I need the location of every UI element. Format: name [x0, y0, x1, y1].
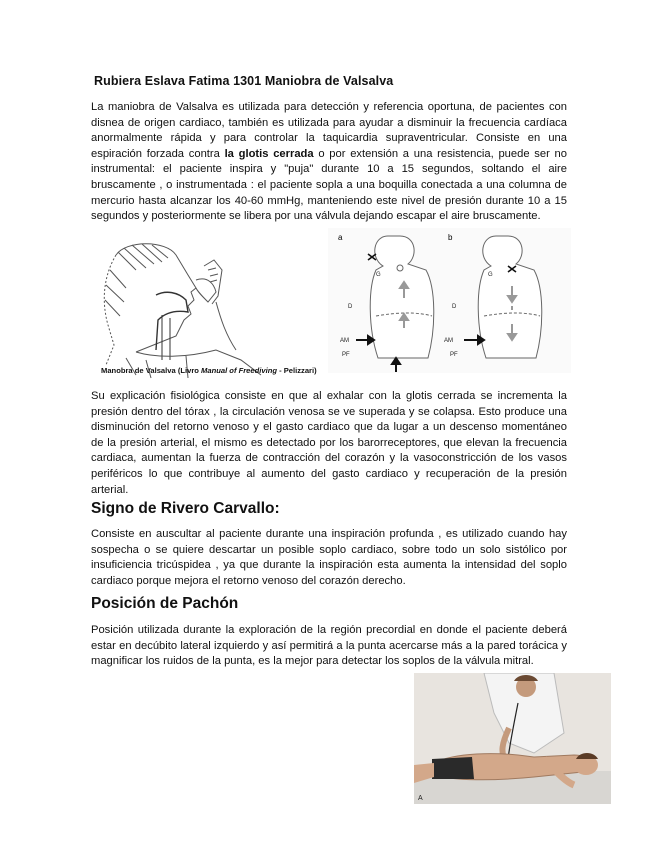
caption-book-title: Manual of Freediving	[201, 366, 277, 375]
diagram-label-d: D	[348, 304, 353, 310]
para1-bold-glotis: la glotis cerrada	[224, 147, 314, 160]
para1-text-b: o por extensión a una resistencia, puede ser no instrumental: el paciente inspira y "puja" durante 10 a 15 segundos, soltando el aire bruscamente , o instrumentada : el paciente sopla a una boquilla conectada a una columna de mercurio hasta alcanzar los 40-60 mmHg, manteniendo este nivel de presión durante 10 a 15 segundos y posteriormente se libera por una válvula dejando escapar el aire bruscamente.	[91, 147, 567, 223]
valsalva-pressure-diagram	[328, 228, 571, 373]
paragraph-valsalva-physiology: Su explicación fisiológica consiste en que al exhalar con la glotis cerrada se incrementa la presión dentro del tórax , la circulación venosa se ve superada y se colapsa. Esto produce una disminución del retorno venoso y el gasto cardiaco que da lugar a un descenso momentáneo de la presión arterial, el mismo es detectado por los barorreceptores, que elevan la frecuencia cardiaca, aumentan la fuerza de contracción del corazón y la vasoconstricción de los vasos periféricos lo que contribuye al aumento del gasto cardiaco y recuperación de la presión arterial.	[91, 390, 567, 496]
diagram-label-g-b: G	[488, 272, 493, 278]
diagram-label-pf: PF	[342, 352, 350, 358]
paragraph-rivero-carvallo: Consiste en auscultar al paciente durante una inspiración profunda , es utilizado cuando hay sospecha o se quiere descartar un posible soplo cardiaco, sobre todo un solo sistólico por insuficiencia tricúspidea , ya que durante la inspiración esta aumenta la intensidad del soplo cardiaco porque mejora el retorno venoso del corazón derecho.	[91, 528, 567, 587]
heading-posicion-pachon: Posición de Pachón	[91, 595, 239, 612]
paragraph-valsalva-intro	[91, 100, 567, 225]
diagram-label-b: b	[448, 233, 453, 242]
diagram-label-g: G	[376, 272, 381, 278]
diagram-label-am: AM	[340, 338, 349, 344]
photo-label-a: A	[418, 795, 423, 802]
heading-rivero-carvallo: Signo de Rivero Carvallo:	[91, 500, 280, 517]
pachon-position-photo	[414, 673, 611, 804]
diagram-label-a: a	[338, 233, 343, 242]
diagram-label-pf-b: PF	[450, 352, 458, 358]
figure-caption	[101, 366, 317, 375]
diagram-label-am-b: AM	[444, 338, 453, 344]
valsalva-sketch-figure	[96, 240, 311, 380]
caption-part-a: Manobra de Valsalva (Livro	[101, 366, 202, 375]
diagram-label-d-b: D	[452, 304, 457, 310]
caption-part-c: - Pelizzari)	[276, 366, 317, 375]
paragraph-posicion-pachon: Posición utilizada durante la exploración de la región precordial en donde el paciente deberá estar en decúbito lateral izquierdo y así permitirá a la punta acercarse más a la pared torácica y magnificar los ruidos de la punta, es la mejor para detectar los soplos de la válvula mitral.	[91, 624, 567, 668]
document-title: Rubiera Eslava Fatima 1301 Maniobra de Valsalva	[94, 74, 394, 88]
para1-text-a: La maniobra de Valsalva es utilizada para detección y referencia oportuna, de pacientes con disnea de origen cardiaco, también es utilizada para ayudar a disminuir la frecuencia cardíaca anormalmente rápida y para controlar la taquicardia supraventricular. Consiste en una espiración forzada contra	[91, 101, 567, 160]
